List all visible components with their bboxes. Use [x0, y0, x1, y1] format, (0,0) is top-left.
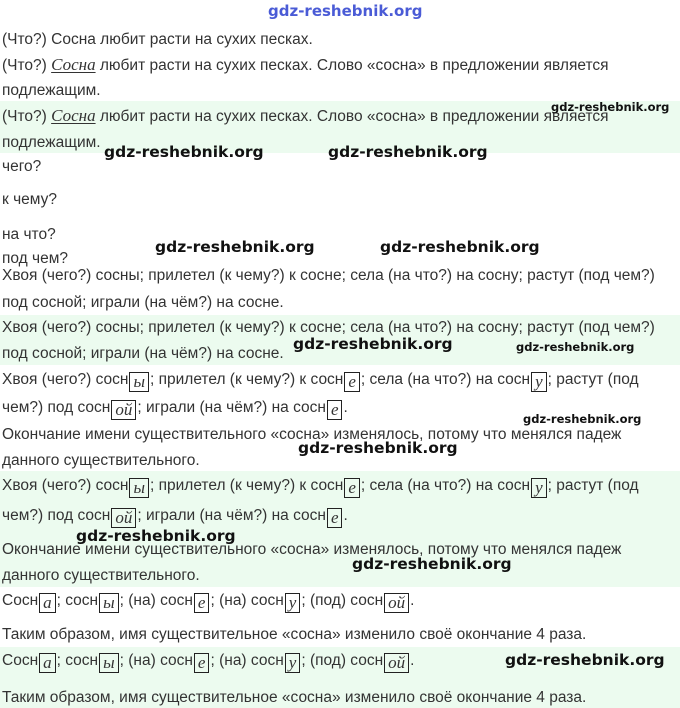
watermark: gdz-reshebnik.org [293, 335, 453, 353]
watermark: gdz-reshebnik.org [155, 238, 315, 256]
sentence: Окончание имени существительного «сосна» изменялось, потому что менялся падеж [2, 426, 622, 443]
watermark: gdz-reshebnik.org [268, 2, 423, 20]
sentence: чем?) под сосн ой ; играли (на чём?) на сосн е . [2, 507, 348, 527]
ending-box: у [285, 593, 301, 613]
ending-box: е [327, 400, 343, 420]
sentence: данного существительного. [2, 452, 200, 469]
ending-box: у [531, 478, 547, 498]
ending-box: ы [99, 593, 119, 613]
watermark: gdz-reshebnik.org [298, 439, 458, 457]
sentence: (Что?) Сосна любит расти на сухих песках. [2, 31, 313, 48]
ending-box: е [344, 372, 360, 392]
watermark: gdz-reshebnik.org [328, 143, 488, 161]
sentence: подлежащим. [2, 82, 101, 99]
question-clipped: под чем? [2, 250, 68, 267]
endings-row: Сосн а ; сосн ы ; (на) сосн е ; (на) сосн у ; (под) сосн ой . [2, 592, 415, 612]
sentence: Хвоя (чего?) сосн ы ; прилетел (к чему?) к сосн е ; села (на что?) на сосн у ; растут (под [2, 477, 639, 497]
subject-word: Сосна [51, 106, 96, 125]
watermark: gdz-reshebnik.org [523, 412, 642, 426]
ending-box: у [531, 372, 547, 392]
watermark: gdz-reshebnik.org [352, 555, 512, 573]
question: на что? [2, 226, 56, 243]
ending-box: ы [99, 653, 119, 673]
ending-box: е [327, 508, 343, 528]
watermark: gdz-reshebnik.org [76, 527, 236, 545]
watermark: gdz-reshebnik.org [505, 651, 665, 669]
sentence: (Что?) Сосна любит расти на сухих песках. Слово «сосна» в предложении является [2, 106, 609, 125]
sentence: Хвоя (чего?) сосны; прилетел (к чему?) к сосне; села (на что?) на сосну; растут (под чем?) [2, 319, 655, 336]
conclusion: Таким образом, имя существительное «сосна» изменило своё окончание 4 раза. [2, 689, 587, 706]
ending-box: е [194, 653, 210, 673]
ending-box: ой [111, 508, 136, 528]
ending-box: а [39, 593, 56, 613]
watermark: gdz-reshebnik.org [104, 143, 264, 161]
ending-box: ы [129, 372, 149, 392]
subject-word: Сосна [51, 55, 96, 74]
sentence: Окончание имени существительного «сосна» изменялось, потому что менялся падеж [2, 541, 622, 558]
ending-box: ой [384, 653, 409, 673]
sentence: под сосной; играли (на чём?) на сосне. [2, 345, 284, 362]
ending-box: у [285, 653, 301, 673]
ending-box: ой [384, 593, 409, 613]
sentence: подлежащим. [2, 134, 101, 151]
sentence: данного существительного. [2, 567, 200, 584]
question: к чему? [2, 191, 57, 208]
watermark: gdz-reshebnik.org [380, 238, 540, 256]
sentence: чем?) под сосн ой ; играли (на чём?) на сосн е . [2, 399, 348, 419]
watermark: gdz-reshebnik.org [516, 340, 635, 354]
sentence: Хвоя (чего?) сосны; прилетел (к чему?) к сосне; села (на что?) на сосну; растут (под чем?) [2, 267, 655, 284]
sentence: Хвоя (чего?) сосн ы ; прилетел (к чему?) к сосн е ; села (на что?) на сосн у ; растут (под [2, 371, 639, 391]
ending-box: ой [111, 400, 136, 420]
watermark: gdz-reshebnik.org [551, 100, 670, 114]
endings-row: Сосн а ; сосн ы ; (на) сосн е ; (на) сосн у ; (под) сосн ой . [2, 652, 415, 672]
sentence: (Что?) Сосна любит расти на сухих песках. Слово «сосна» в предложении является [2, 55, 609, 74]
conclusion: Таким образом, имя существительное «сосна» изменило своё окончание 4 раза. [2, 626, 587, 643]
question: чего? [2, 158, 42, 175]
ending-box: е [344, 478, 360, 498]
sentence: под сосной; играли (на чём?) на сосне. [2, 294, 284, 311]
ending-box: а [39, 653, 56, 673]
ending-box: ы [129, 478, 149, 498]
ending-box: е [194, 593, 210, 613]
